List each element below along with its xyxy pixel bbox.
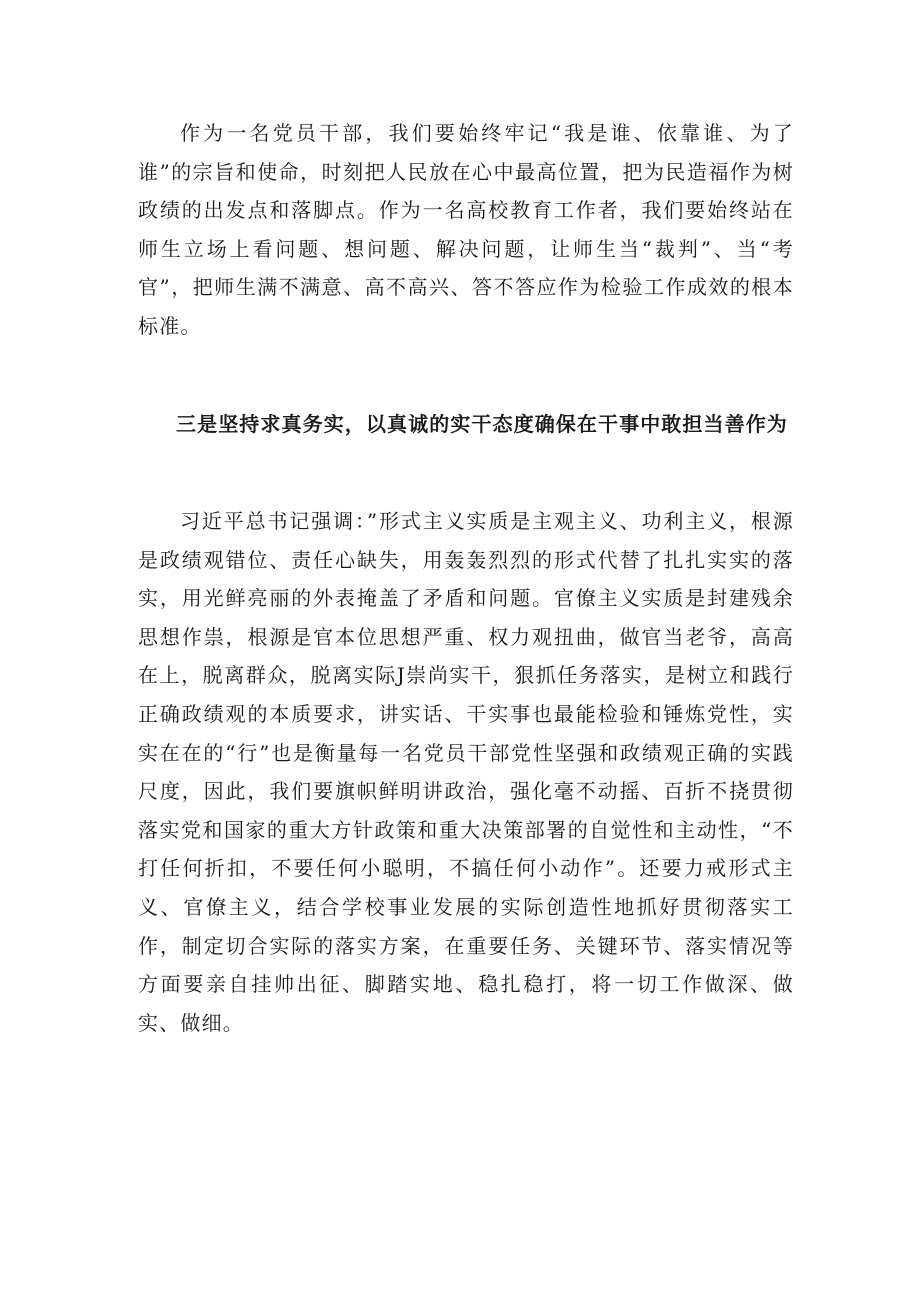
body-paragraph-2: 习近平总书记强调：”形式主义实质是主观主义、功利主义，根源是政绩观错位、责任心缺失，用轰轰烈烈的形式代替了扎扎实实的落实，用光鲜亮丽的外表掩盖了矛盾和问题。官僚主义实质是封建残余思想作祟，根源是官本位思想严重、权力观扭曲，做官当老爷，高高在上，脱离群众，脱离实际J崇尚实干，狠抓任务落实，是树立和践行正确政绩观的本质要求，讲实话、干实事也最能检验和锤炼党性，实实在在的“行”也是衡量每一名党员干部党性坚强和政绩观正确的实践尺度，因此，我们要旗帜鲜明讲政治，强化毫不动摇、百折不挠贯彻落实党和国家的重大方针政策和重大决策部署的自觉性和主动性，“不打任何折扣，不要任何小聪明，不搞任何小动作”。还要力戒形式主义、官僚主义，结合学校事业发展的实际创造性地抓好贯彻落实工作，制定切合实际的落实方案，在重要任务、关键环节、落实情况等方面要亲自挂帅出征、脚踏实地、稳扎稳打，将一切工作做深、做实、做细。 [138, 509, 794, 1035]
section-heading: 三是坚持求真务实，以真诚的实干态度确保在干事中敢担当善作为 [176, 412, 788, 436]
body-paragraph-1: 作为一名党员干部，我们要始终牢记“我是谁、依靠谁、为了谁”的宗旨和使命，时刻把人民放在心中最高位置，把为民造福作为树政绩的出发点和落脚点。作为一名高校教育工作者，我们要始终站在师生立场上看问题、想问题、解决问题，让师生当“裁判”、当“考官”，把师生满不满意、高不高兴、答不答应作为检验工作成效的根本标准。 [138, 121, 794, 338]
